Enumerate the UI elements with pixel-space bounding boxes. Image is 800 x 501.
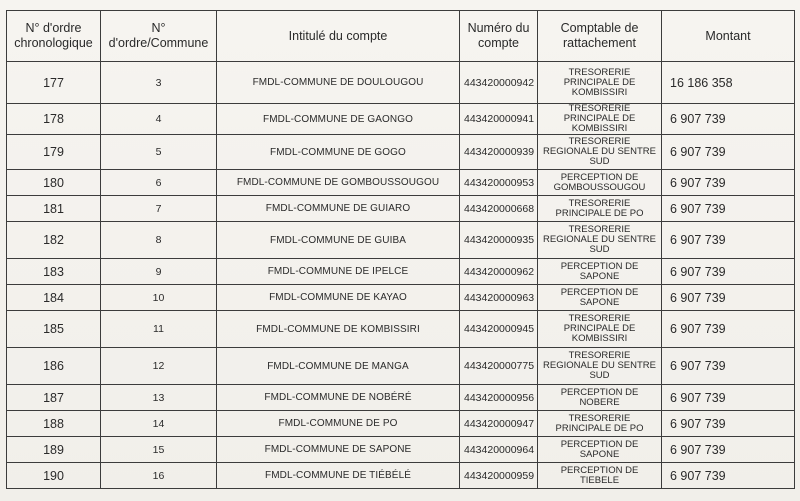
cell-commune: 4 <box>101 104 217 135</box>
cell-intitule: FMDL-COMMUNE DE GOGO <box>217 135 460 170</box>
cell-montant: 6 907 739 <box>662 170 795 196</box>
cell-commune: 12 <box>101 348 217 385</box>
cell-chrono: 178 <box>7 104 101 135</box>
table-row <box>7 104 795 135</box>
cell-commune: 11 <box>101 311 217 348</box>
cell-intitule: FMDL-COMMUNE DE KOMBISSIRI <box>217 311 460 348</box>
cell-chrono: 180 <box>7 170 101 196</box>
cell-comptable: TRESORERIE PRINCIPALE DE KOMBISSIRI <box>538 104 662 135</box>
cell-chrono: 182 <box>7 222 101 259</box>
cell-commune: 10 <box>101 285 217 311</box>
cell-montant: 6 907 739 <box>662 135 795 170</box>
cell-intitule: FMDL-COMMUNE DE MANGA <box>217 348 460 385</box>
cell-intitule: FMDL-COMMUNE DE DOULOUGOU <box>217 62 460 104</box>
cell-numero: 443420000935 <box>460 222 538 259</box>
cell-commune: 6 <box>101 170 217 196</box>
table-row <box>7 311 795 348</box>
header-comptable: Comptable de rattachement <box>538 11 662 62</box>
cell-comptable: TRESORERIE PRINCIPALE DE PO <box>538 411 662 437</box>
cell-intitule: FMDL-COMMUNE DE TIÉBÉLÉ <box>217 463 460 489</box>
cell-numero: 443420000942 <box>460 62 538 104</box>
cell-chrono: 177 <box>7 62 101 104</box>
table-row <box>7 135 795 170</box>
cell-intitule: FMDL-COMMUNE DE GAONGO <box>217 104 460 135</box>
cell-numero: 443420000959 <box>460 463 538 489</box>
table-row <box>7 411 795 437</box>
cell-commune: 14 <box>101 411 217 437</box>
cell-commune: 3 <box>101 62 217 104</box>
cell-commune: 16 <box>101 463 217 489</box>
cell-numero: 443420000775 <box>460 348 538 385</box>
cell-numero: 443420000964 <box>460 437 538 463</box>
cell-chrono: 185 <box>7 311 101 348</box>
cell-numero: 443420000668 <box>460 196 538 222</box>
table-row <box>7 385 795 411</box>
cell-montant: 6 907 739 <box>662 411 795 437</box>
cell-intitule: FMDL-COMMUNE DE KAYAO <box>217 285 460 311</box>
cell-comptable: PERCEPTION DE SAPONE <box>538 437 662 463</box>
cell-commune: 7 <box>101 196 217 222</box>
cell-numero: 443420000962 <box>460 259 538 285</box>
cell-numero: 443420000956 <box>460 385 538 411</box>
header-chrono: N° d'ordre chronologique <box>7 11 101 62</box>
cell-commune: 8 <box>101 222 217 259</box>
table-header-row <box>7 11 795 62</box>
cell-intitule: FMDL-COMMUNE DE NOBÉRÉ <box>217 385 460 411</box>
cell-chrono: 189 <box>7 437 101 463</box>
cell-montant: 6 907 739 <box>662 104 795 135</box>
cell-chrono: 188 <box>7 411 101 437</box>
cell-montant: 16 186 358 <box>662 62 795 104</box>
cell-comptable: TRESORERIE REGIONALE DU SENTRE SUD <box>538 222 662 259</box>
cell-comptable: TRESORERIE PRINCIPALE DE KOMBISSIRI <box>538 311 662 348</box>
table-row <box>7 463 795 489</box>
cell-numero: 443420000939 <box>460 135 538 170</box>
cell-commune: 15 <box>101 437 217 463</box>
table-body <box>7 62 795 489</box>
table-row <box>7 196 795 222</box>
cell-commune: 13 <box>101 385 217 411</box>
cell-comptable: PERCEPTION DE SAPONE <box>538 285 662 311</box>
cell-montant: 6 907 739 <box>662 311 795 348</box>
cell-comptable: TRESORERIE PRINCIPALE DE KOMBISSIRI <box>538 62 662 104</box>
cell-intitule: FMDL-COMMUNE DE IPELCE <box>217 259 460 285</box>
cell-montant: 6 907 739 <box>662 385 795 411</box>
cell-montant: 6 907 739 <box>662 222 795 259</box>
cell-intitule: FMDL-COMMUNE DE GUIBA <box>217 222 460 259</box>
cell-montant: 6 907 739 <box>662 196 795 222</box>
cell-intitule: FMDL-COMMUNE DE GUIARO <box>217 196 460 222</box>
cell-montant: 6 907 739 <box>662 437 795 463</box>
cell-numero: 443420000953 <box>460 170 538 196</box>
cell-numero: 443420000947 <box>460 411 538 437</box>
cell-comptable: TRESORERIE PRINCIPALE DE PO <box>538 196 662 222</box>
table-row <box>7 62 795 104</box>
cell-numero: 443420000941 <box>460 104 538 135</box>
cell-commune: 5 <box>101 135 217 170</box>
cell-commune: 9 <box>101 259 217 285</box>
cell-numero: 443420000963 <box>460 285 538 311</box>
cell-chrono: 179 <box>7 135 101 170</box>
cell-chrono: 183 <box>7 259 101 285</box>
cell-comptable: TRESORERIE REGIONALE DU SENTRE SUD <box>538 135 662 170</box>
accounts-table <box>6 10 795 489</box>
table-row <box>7 170 795 196</box>
cell-comptable: PERCEPTION DE SAPONE <box>538 259 662 285</box>
cell-montant: 6 907 739 <box>662 259 795 285</box>
cell-montant: 6 907 739 <box>662 348 795 385</box>
header-commune: N° d'ordre/Commune <box>101 11 217 62</box>
cell-intitule: FMDL-COMMUNE DE SAPONE <box>217 437 460 463</box>
cell-chrono: 190 <box>7 463 101 489</box>
cell-chrono: 186 <box>7 348 101 385</box>
cell-comptable: TRESORERIE REGIONALE DU SENTRE SUD <box>538 348 662 385</box>
cell-comptable: PERCEPTION DE TIEBELE <box>538 463 662 489</box>
cell-chrono: 187 <box>7 385 101 411</box>
cell-intitule: FMDL-COMMUNE DE GOMBOUSSOUGOU <box>217 170 460 196</box>
header-montant: Montant <box>662 11 795 62</box>
cell-chrono: 184 <box>7 285 101 311</box>
cell-intitule: FMDL-COMMUNE DE PO <box>217 411 460 437</box>
table-row <box>7 259 795 285</box>
cell-comptable: PERCEPTION DE NOBERE <box>538 385 662 411</box>
header-intitule: Intitulé du compte <box>217 11 460 62</box>
table-row <box>7 222 795 259</box>
cell-montant: 6 907 739 <box>662 463 795 489</box>
cell-montant: 6 907 739 <box>662 285 795 311</box>
table-row <box>7 285 795 311</box>
header-numero: Numéro du compte <box>460 11 538 62</box>
cell-comptable: PERCEPTION DE GOMBOUSSOUGOU <box>538 170 662 196</box>
cell-chrono: 181 <box>7 196 101 222</box>
table-row <box>7 348 795 385</box>
cell-numero: 443420000945 <box>460 311 538 348</box>
table-row <box>7 437 795 463</box>
